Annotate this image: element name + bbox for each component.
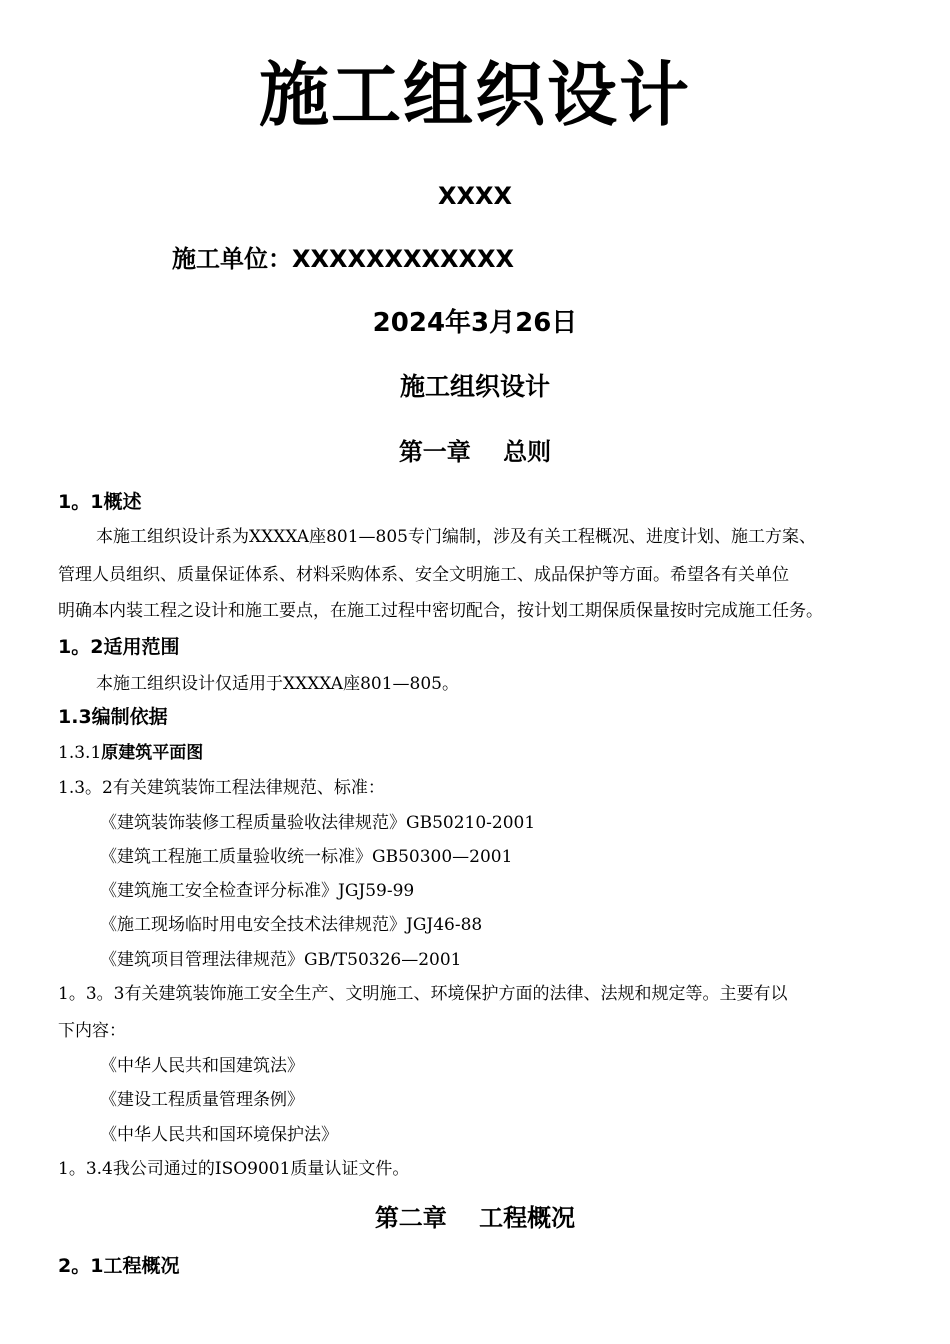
law-item: 《中华人民共和国环境保护法》: [100, 1125, 338, 1145]
section-1-3-3-line-1: 1。3。3有关建筑装饰施工安全生产、文明施工、环境保护方面的法律、法规和规定等。主要有以: [58, 984, 788, 1004]
chapter-2-heading: 第二章 工程概况: [374, 1204, 576, 1232]
section-1-1-heading: 1。1概述: [58, 491, 142, 513]
construction-unit: 施工单位：XXXXXXXXXXXX: [172, 245, 515, 273]
section-1-2-heading: 1。2适用范围: [58, 636, 180, 658]
law-item: 《中华人民共和国建筑法》: [100, 1056, 304, 1076]
section-1-2-paragraph: 本施工组织设计仅适用于XXXXA座801—805。: [96, 674, 459, 694]
reference-item: 《建筑工程施工质量验收统一标准》GB50300—2001: [100, 847, 513, 867]
section-1-3-3-line-2: 下内容：: [58, 1021, 126, 1041]
reference-item: 《建筑装饰装修工程质量验收法律规范》GB50210-2001: [100, 813, 536, 833]
section-1-3-1: [58, 745, 203, 762]
section-1-3-heading: 1.3编制依据: [58, 706, 168, 728]
document-title: 施工组织设计: [399, 372, 550, 401]
section-1-1-paragraph-line-1: 本施工组织设计系为XXXXA座801—805专门编制，涉及有关工程概况、进度计划、施工方案、: [96, 527, 816, 547]
section-1-1-paragraph-line-3: 明确本内装工程之设计和施工要点，在施工过程中密切配合，按计划工期保质保量按时完成施工任务。: [58, 601, 823, 621]
section-1-3-1-title: 原建筑平面图: [101, 743, 204, 763]
section-1-3-4: 1。3.4我公司通过的ISO9001质量认证文件。: [58, 1159, 410, 1179]
reference-item: 《建筑施工安全检查评分标准》JGJ59-99: [100, 881, 415, 901]
chapter-1-heading: 第一章 总则: [398, 438, 552, 466]
law-item: 《建设工程质量管理条例》: [100, 1090, 304, 1110]
section-1-3-2: 1.3。2有关建筑装饰工程法律规范、标准：: [58, 778, 385, 798]
cover-title: 施工组织设计: [259, 54, 691, 136]
reference-item: 《建筑项目管理法律规范》GB/T50326—2001: [100, 950, 462, 970]
section-1-3-1-number: 1.3.1: [58, 743, 102, 763]
section-1-1-paragraph-line-2: 管理人员组织、质量保证体系、材料采购体系、安全文明施工、成品保护等方面。希望各有关单位: [58, 565, 789, 585]
project-name: XXXX: [437, 182, 512, 210]
section-2-1-heading: 2。1工程概况: [58, 1255, 180, 1277]
document-date: 2024年3月26日: [372, 308, 578, 338]
reference-item: 《施工现场临时用电安全技术法律规范》JGJ46-88: [100, 915, 483, 935]
